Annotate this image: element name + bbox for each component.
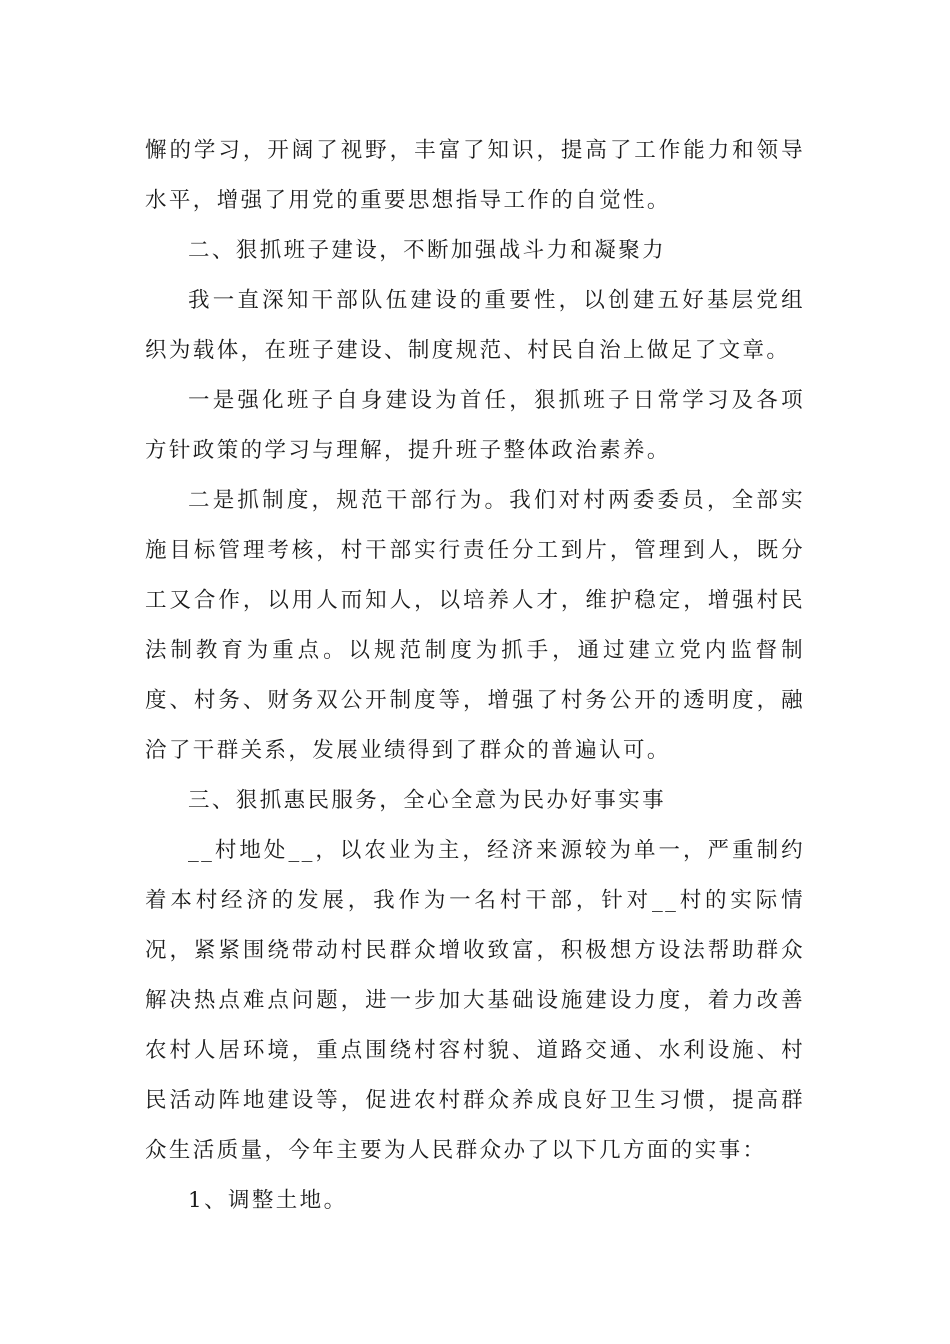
paragraph: 一是强化班子自身建设为首任，狠抓班子日常学习及各项方针政策的学习与理解，提升班子整体政治素养。 bbox=[145, 388, 805, 463]
section-heading-3: 三、狠抓惠民服务，全心全意为民办好事实事 bbox=[188, 788, 667, 813]
document-body bbox=[145, 126, 805, 1226]
paragraph: __村地处__，以农业为主，经济来源较为单一，严重制约着本村经济的发展，我作为一名村干部，针对__村的实际情况，紧紧围绕带动村民群众增收致富，积极想方设法帮助群众解决热点难点问题，进一步加大基础设施建设力度，着力改善农村人居环境，重点围绕村容村貌、道路交通、水利设施、村民活动阵地建设等，促进农村群众养成良好卫生习惯，提高群众生活质量，今年主要为人民群众办了以下几方面的实事： bbox=[145, 838, 805, 1163]
section-heading-2: 二、狠抓班子建设，不断加强战斗力和凝聚力 bbox=[188, 238, 667, 263]
list-item: 1、调整土地。 bbox=[188, 1188, 348, 1213]
paragraph: 我一直深知干部队伍建设的重要性，以创建五好基层党组织为载体，在班子建设、制度规范、村民自治上做足了文章。 bbox=[145, 288, 805, 363]
paragraph-continuation: 懈的学习，开阔了视野，丰富了知识，提高了工作能力和领导水平，增强了用党的重要思想指导工作的自觉性。 bbox=[145, 138, 805, 213]
paragraph: 二是抓制度，规范干部行为。我们对村两委委员，全部实施目标管理考核，村干部实行责任分工到片，管理到人，既分工又合作，以用人而知人，以培养人才，维护稳定，增强村民法制教育为重点。以规范制度为抓手，通过建立党内监督制度、村务、财务双公开制度等，增强了村务公开的透明度，融洽了干群关系，发展业绩得到了群众的普遍认可。 bbox=[145, 488, 805, 763]
